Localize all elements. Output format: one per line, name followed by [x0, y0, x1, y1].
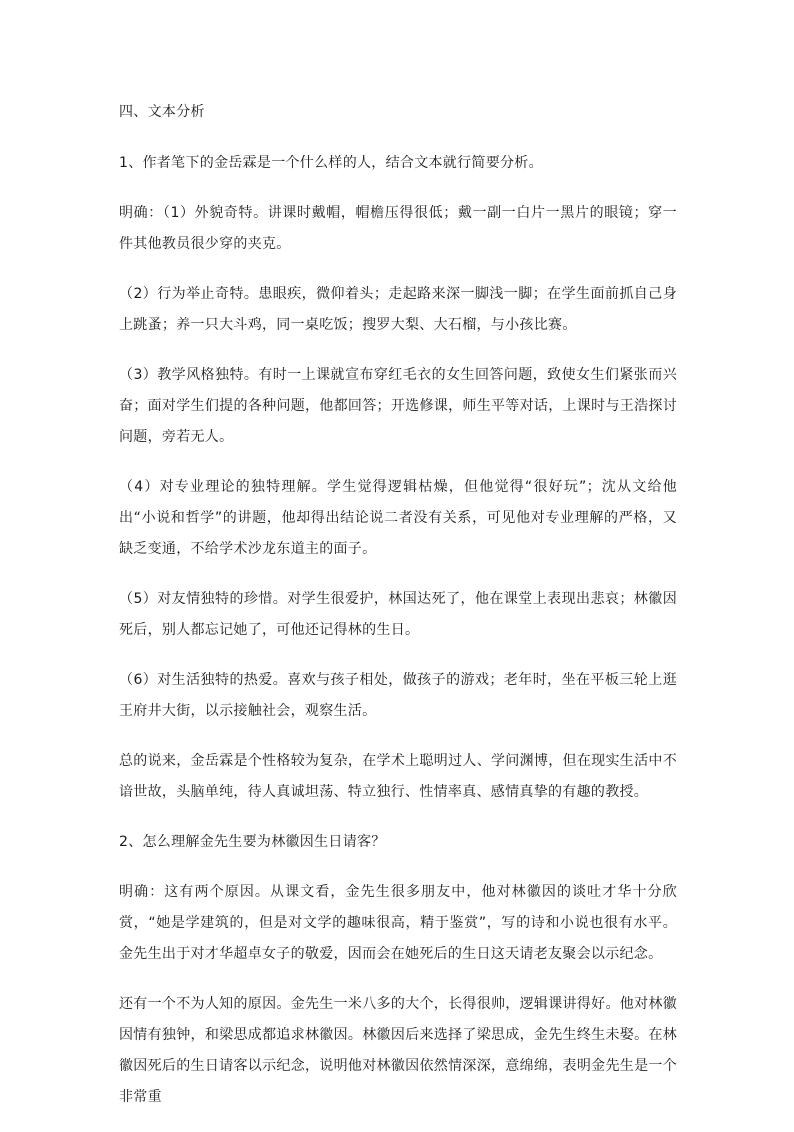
answer-1-summary: 总的说来，金岳霖是个性格较为复杂，在学术上聪明过人、学问渊博，但在现实生活中不谙世故，头脑单纯，待人真诚坦荡、特立独行、性情率真、感情真挚的有趣的教授。 [119, 753, 677, 800]
answer-1-point-3: （3）教学风格独特。有时一上课就宣布穿红毛衣的女生回答问题，致使女生们紧张而兴奋；面对学生们提的各种问题，他都回答；开选修课，师生平等对话，上课时与王浩探讨问题，旁若无人。 [119, 367, 677, 445]
answer-1-point-2: （2）行为举止奇特。患眼疾，微仰着头；走起路来深一脚浅一脚；在学生面前抓自己身上跳蚤；养一只大斗鸡，同一桌吃饭；搜罗大梨、大石榴，与小孩比赛。 [119, 286, 677, 333]
answer-1-intro: 明确：（1）外貌奇特。讲课时戴帽，帽檐压得很低；戴一副一白片一黑片的眼镜；穿一件其他教员很少穿的夹克。 [119, 205, 677, 252]
answer-1-point-5: （5）对友情独特的珍惜。对学生很爱护，林国达死了，他在课堂上表现出悲哀；林徽因死后，别人都忘记她了，可他还记得林的生日。 [119, 591, 677, 638]
answer-1-point-4: （4）对专业理论的独特理解。学生觉得逻辑枯燥，但他觉得“很好玩”；沈从文给他出“小说和哲学”的讲题，他却得出结论说二者没有关系，可见他对专业理解的严格，又缺乏变通，不给学术沙龙东道主的面子。 [119, 479, 677, 557]
question-2: 2、怎么理解金先生要为林徽因生日请客？ [119, 834, 386, 850]
section-title: 四、文本分析 [119, 104, 205, 120]
answer-2-paragraph-1: 明确：这有两个原因。从课文看，金先生很多朋友中，他对林徽因的谈吐才华十分欣赏，“她是学建筑的，但是对文学的趣味很高，精于鉴赏”，写的诗和小说也很有水平。金先生出于对才华超卓女子的敬爱，因而会在她死后的生日这天请老友聚会以示纪念。 [119, 884, 677, 962]
document-body [119, 97, 677, 1132]
answer-1-point-6: （6）对生活独特的热爱。喜欢与孩子相处，做孩子的游戏；老年时，坐在平板三轮上逛王府井大街，以示接触社会，观察生活。 [119, 672, 677, 719]
answer-2-paragraph-2: 还有一个不为人知的原因。金先生一米八多的大个，长得很帅，逻辑课讲得好。他对林徽因情有独钟，和梁思成都追求林徽因。林徽因后来选择了梁思成，金先生终生未娶。在林徽因死后的生日请客以示纪念，说明他对林徽因依然情深深，意绵绵，表明金先生是一个非常重 [119, 996, 677, 1105]
question-1: 1、作者笔下的金岳霖是一个什么样的人，结合文本就行简要分析。 [119, 155, 543, 171]
